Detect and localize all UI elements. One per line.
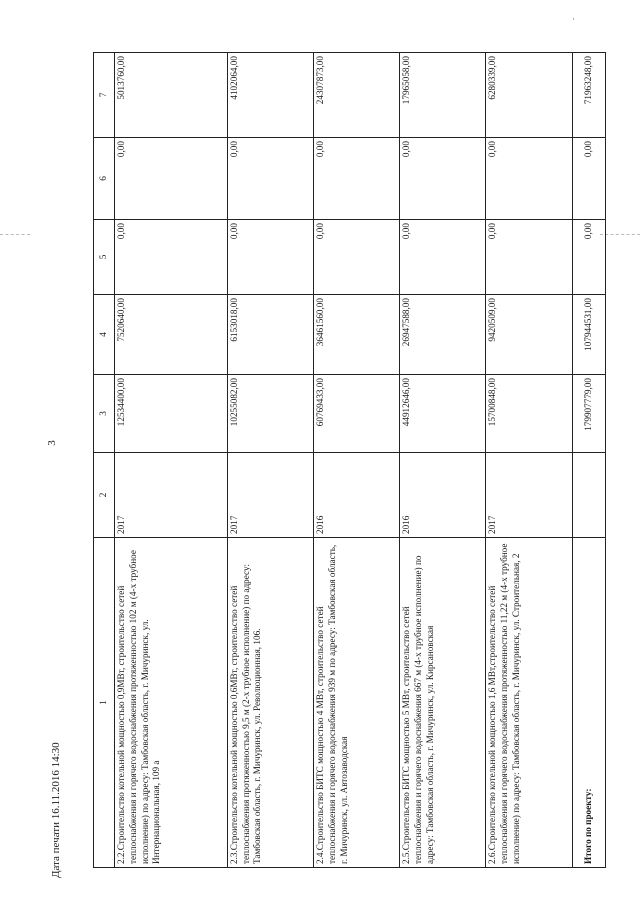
project-year: 2016 — [313, 453, 399, 538]
table-row — [486, 53, 572, 868]
project-year: 2016 — [400, 453, 486, 538]
funding-cell-7: 4102064,00 — [227, 53, 313, 138]
funding-cell-5: 0,00 — [115, 220, 228, 295]
funding-cell-6: 0,00 — [400, 138, 486, 220]
total-funding-4: 107944531,00 — [572, 295, 605, 375]
column-header: 6 — [94, 138, 115, 220]
funding-cell-5: 0,00 — [313, 220, 399, 295]
funding-cell-5: 0,00 — [400, 220, 486, 295]
fold-line-right — [600, 234, 640, 235]
table-row — [227, 53, 313, 868]
total-cost-cell: 60769433,00 — [313, 375, 399, 453]
funding-cell-6: 0,00 — [486, 138, 572, 220]
project-description: 2.3.Строительство котельной мощностью 0,6МВт, строительство сетей теплоснабжения протяженностью 9,5 м (2-х трубное исполнение) по адресу: Тамбовская область, г. Мичуринск, ул. Революционная, 106. — [227, 538, 313, 868]
page-number: 3 — [46, 440, 58, 446]
project-description: 2.5.Строительство БИТС мощностью 5 МВт, строительство сетей теплоснабжения и горячего водоснабжения 667 м (4-х трубное исполнение) по адресу: Тамбовская область, г. Мичуринск, ул. Кирсановская — [400, 538, 486, 868]
project-year: 2017 — [227, 453, 313, 538]
funding-cell-4: 9420509,00 — [486, 295, 572, 375]
rotated-table-wrapper — [93, 53, 606, 868]
total-funding-6: 0,00 — [572, 138, 605, 220]
total-year — [572, 453, 605, 538]
total-cost-sum: 179907779,00 — [572, 375, 605, 453]
table-row — [313, 53, 399, 868]
total-cost-cell: 12534400,00 — [115, 375, 228, 453]
project-description: 2.2.Строительство котельной мощностью 0,9МВт, строительство сетей теплоснабжения и горячего водоснабжения протяженностью 102 м (4-х трубное исполнение) по адресу: Тамбовская область, г. Мичуринск, ул. Интернациональная, 109 а — [115, 538, 228, 868]
funding-cell-5: 0,00 — [227, 220, 313, 295]
funding-cell-7: 6280339,00 — [486, 53, 572, 138]
funding-cell-7: 5013760,00 — [115, 53, 228, 138]
table-header-row — [94, 53, 115, 868]
column-header: 2 — [94, 453, 115, 538]
column-header: 1 — [94, 538, 115, 868]
column-header: 4 — [94, 295, 115, 375]
total-funding-7: 71963248,00 — [572, 53, 605, 138]
fold-line-left — [0, 234, 30, 235]
funding-cell-6: 0,00 — [115, 138, 228, 220]
table-row — [115, 53, 228, 868]
print-date: Дата печати 16.11.2016 14:30 — [50, 742, 62, 878]
funding-cell-7: 17965058,00 — [400, 53, 486, 138]
funding-cell-6: 0,00 — [313, 138, 399, 220]
funding-table — [93, 52, 606, 868]
total-cost-cell: 15700848,00 — [486, 375, 572, 453]
total-funding-5: 0,00 — [572, 220, 605, 295]
total-label: Итого по проекту: — [572, 538, 605, 868]
column-header: 7 — [94, 53, 115, 138]
total-cost-cell: 10255082,00 — [227, 375, 313, 453]
column-header: 5 — [94, 220, 115, 295]
funding-cell-7: 24307873,00 — [313, 53, 399, 138]
project-description: 2.6.Строительство котельной мощностью 1,6 МВт,строительство сетей теплоснабжения и горячего водоснабжения протяженностью 11,22 м (4-х трубное исполнение) по адресу: Тамбовская область, г. Мичуринск, ул. Строительная, 2 — [486, 538, 572, 868]
table-row — [400, 53, 486, 868]
project-year: 2017 — [115, 453, 228, 538]
funding-cell-4: 7520640,00 — [115, 295, 228, 375]
funding-cell-4: 26947588,00 — [400, 295, 486, 375]
column-header: 3 — [94, 375, 115, 453]
total-cost-cell: 44912646,00 — [400, 375, 486, 453]
project-description: 2.4.Строительство БИТС мощностью 4 МВт, строительство сетей теплоснабжения и горячего водоснабжения 939 м по адресу: Тамбовская область, г. Мичуринск, ул. Автозаводская — [313, 538, 399, 868]
total-row — [572, 53, 605, 868]
funding-cell-5: 0,00 — [486, 220, 572, 295]
margin-mark-top: · — [572, 14, 575, 24]
funding-cell-6: 0,00 — [227, 138, 313, 220]
funding-cell-4: 36461560,00 — [313, 295, 399, 375]
project-year: 2017 — [486, 453, 572, 538]
funding-cell-4: 6153018,00 — [227, 295, 313, 375]
